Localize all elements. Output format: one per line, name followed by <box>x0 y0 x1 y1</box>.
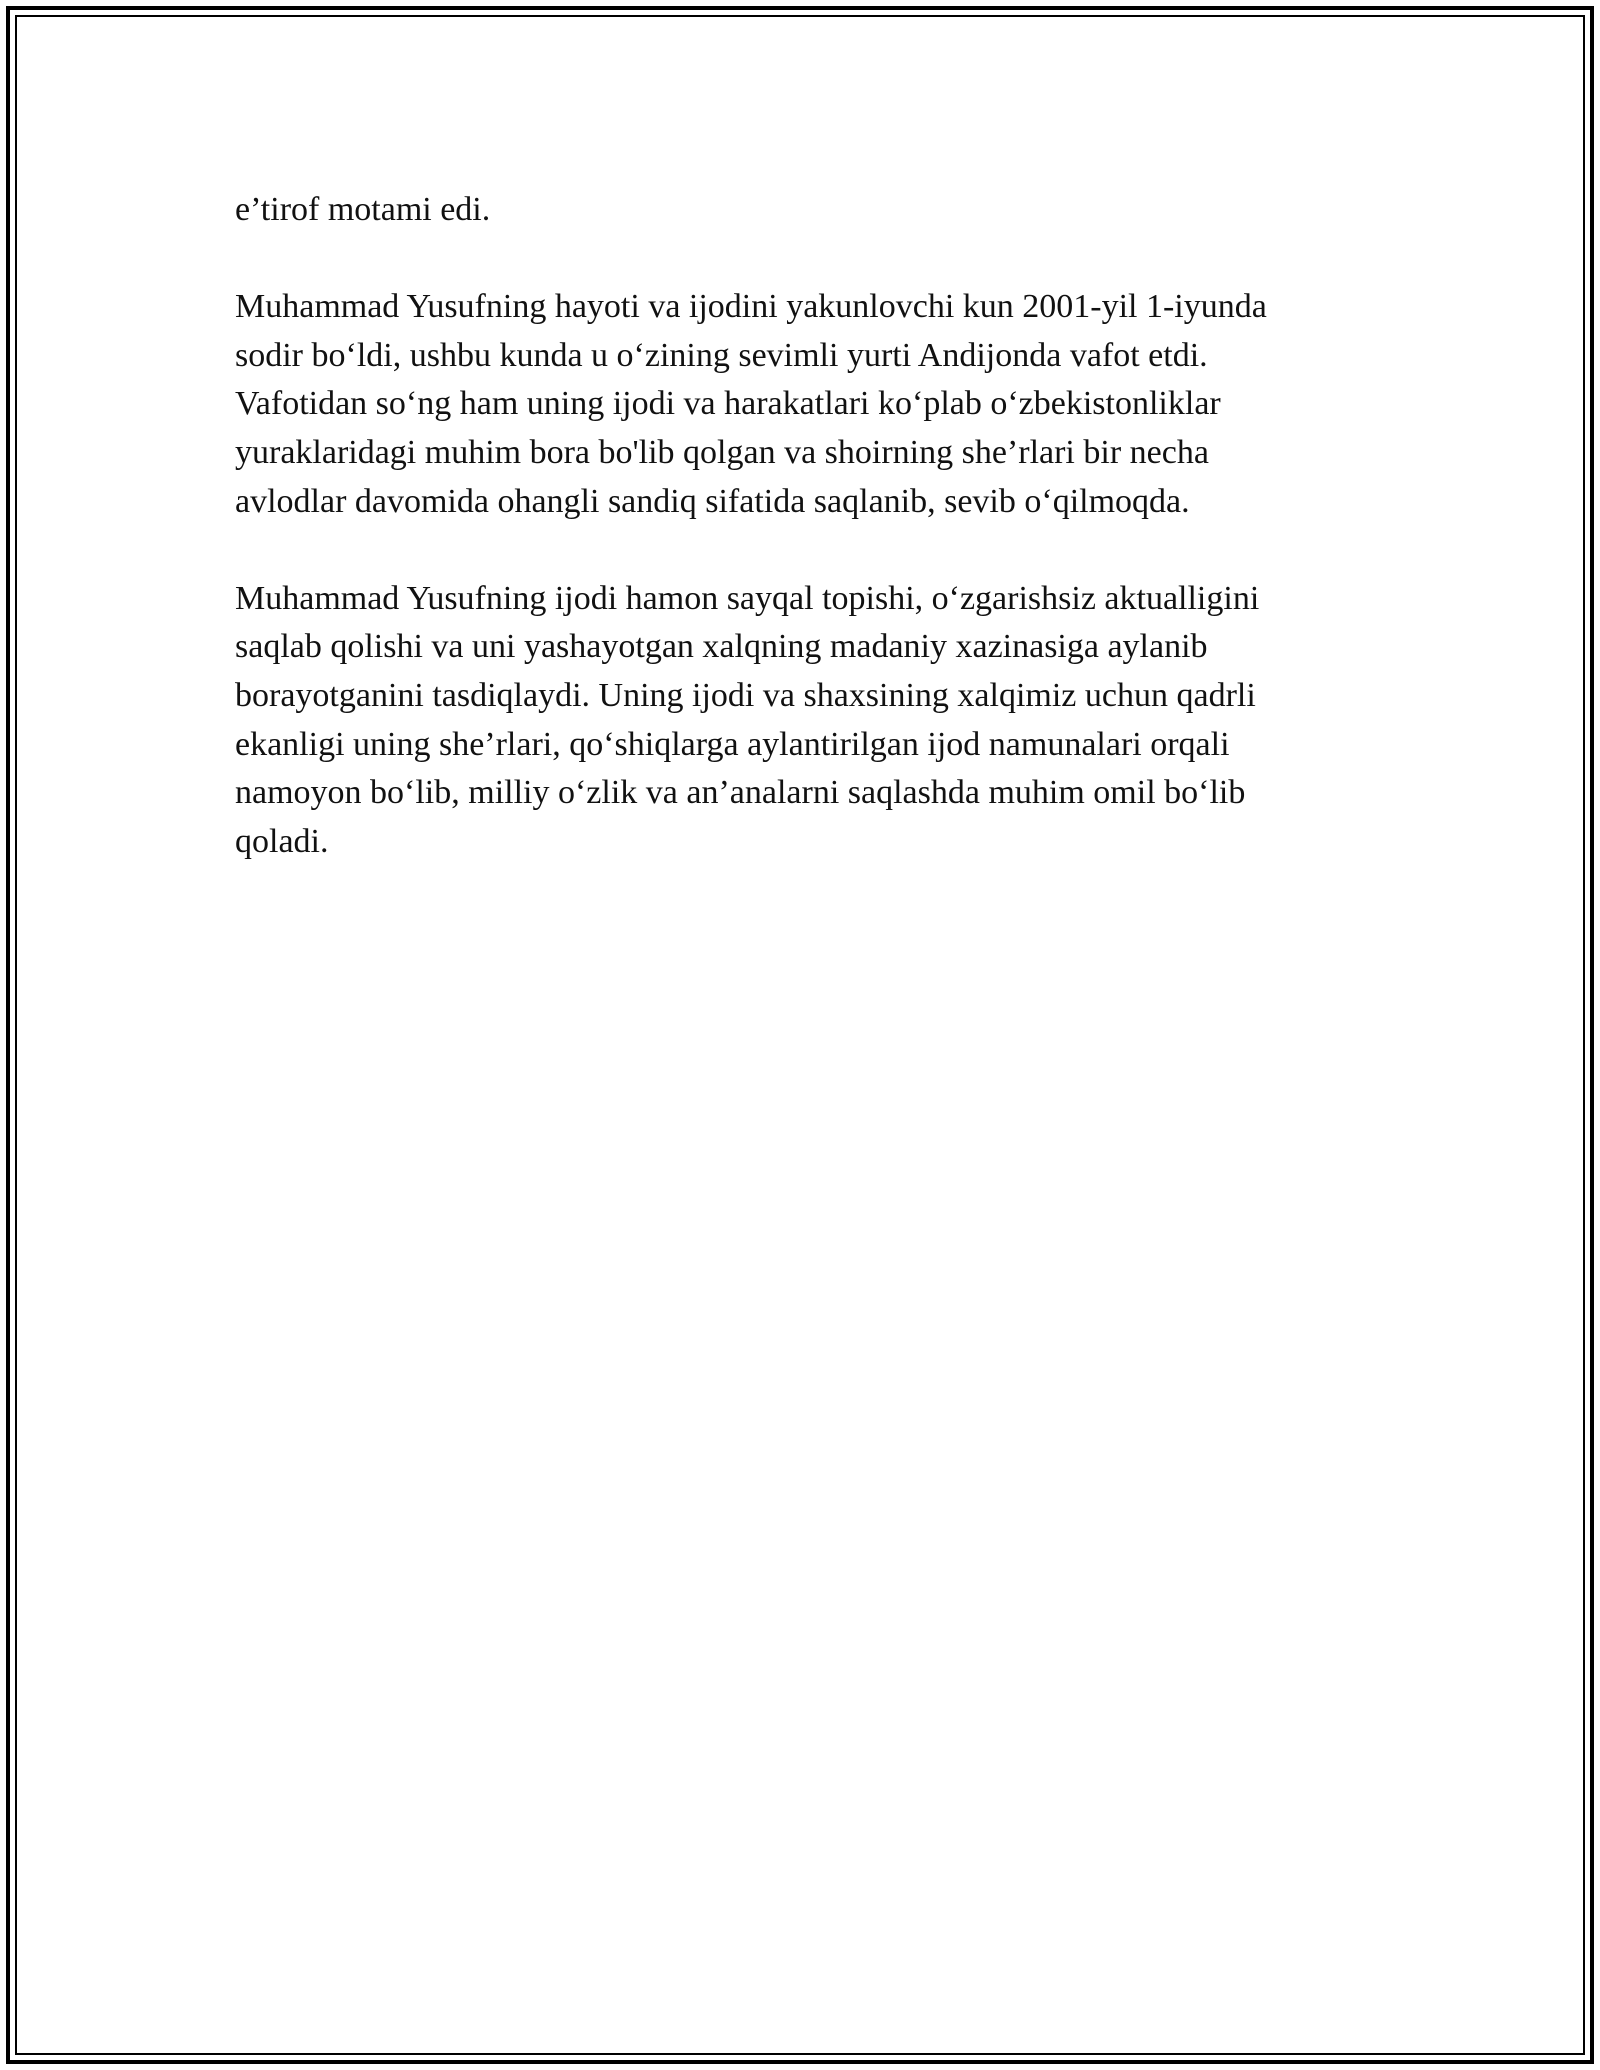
paragraph-enduring-work: Muhammad Yusufning ijodi hamon sayqal topishi, o‘zgarishsiz aktualligini saqlab qolishi va uni yashayotgan xalqning madaniy xazinasiga aylanib borayotganini tasdiqlaydi. Uning ijodi va shaxsining xalqimiz uchun qadrli ekanligi uning she’rlari, qo‘shiqlarga aylantirilgan ijod namunalari orqali namoyon bo‘lib, milliy o‘zlik va an’analarni saqlashda muhim omil bo‘lib qoladi. <box>235 579 1260 860</box>
document-body <box>235 186 1375 915</box>
paragraph-continuation: e’tirof motami edi. <box>235 191 491 228</box>
paragraph-death-and-legacy: Muhammad Yusufning hayoti va ijodini yakunlovchi kun 2001-yil 1-iyunda sodir bo‘ldi, ushbu kunda u o‘zining sevimli yurti Andijonda vafot etdi. Vafotidan so‘ng ham uning ijodi va harakatlari ko‘plab o‘zbekistonliklar yuraklaridagi muhim bora bo'lib qolgan va shoirning she’rlari bir necha avlodlar davomida ohangli sandiq sifatida saqlanib, sevib o‘qilmoqda. <box>235 288 1267 520</box>
